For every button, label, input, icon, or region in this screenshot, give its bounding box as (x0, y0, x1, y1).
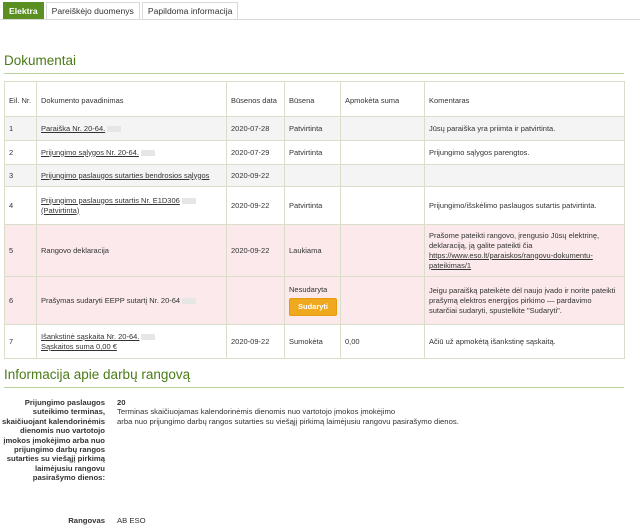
contractor-value: AB ESO (117, 516, 146, 525)
tab-bar (3, 2, 240, 20)
column-header-nr: Eil. Nr. (5, 82, 37, 117)
row-nr: 1 (5, 117, 37, 141)
row-paid (341, 277, 425, 325)
row-status (285, 165, 341, 187)
row-paid (341, 187, 425, 225)
row-date: 2020-09-22 (227, 225, 285, 277)
row-date: 2020-09-22 (227, 325, 285, 359)
row-nr: 3 (5, 165, 37, 187)
table-row (5, 141, 625, 165)
row-paid: 0,00 (341, 325, 425, 359)
row-document-cell (37, 117, 227, 141)
document-link[interactable]: Prijungimo sąlygos Nr. 20-64. (41, 147, 139, 157)
table-row (5, 325, 625, 359)
redacted-mark (182, 298, 196, 304)
row-comment: Jeigu paraišką pateikėte dėl naujo įvado ir norite pateikti prašymą elektros energijos pirkimo — pardavimo sutarčiai sudaryti, spustelkite "Sudaryti". (425, 277, 625, 325)
row-date: 2020-07-28 (227, 117, 285, 141)
column-header-paid-amount: Apmokėta suma (341, 82, 425, 117)
tabs-divider (0, 19, 640, 20)
contractor-label: Rangovas (68, 516, 105, 525)
row-nr: 6 (5, 277, 37, 325)
term-value: 20 (117, 398, 126, 407)
term-label: Prijungimo paslaugos suteikimo terminas, skaičiuojant kalendorinėmis dienomis nuo vartotojo įmokos įmokėjimo arba nuo prijungimo darbų rangos sutarties su viešąjį pirkimą laimėjusiu rangovu pasirašymo dienos: (2, 398, 105, 483)
table-row (5, 225, 625, 277)
column-header-comment: Komentaras (425, 82, 625, 117)
create-contract-button[interactable]: Sudaryti (289, 298, 337, 316)
documents-section-title: Dokumentai (4, 53, 77, 68)
row-comment: Prašome pateikti rangovo, įrengusio Jūsų elektrinę, deklaraciją, ją galite pateikti čia https://www.eso.lt/paraiskos/rangovu-dokumentu-pateikimas/1 (425, 225, 625, 277)
redacted-mark (107, 126, 121, 132)
section-divider (4, 73, 624, 74)
row-document-cell (37, 187, 227, 225)
row-status: Laukiama (285, 225, 341, 277)
table-row (5, 117, 625, 141)
contractor-documents-link[interactable]: https://www.eso.lt/paraiskos/rangovu-dokumentu-pateikimas/1 (429, 250, 593, 270)
table-row (5, 165, 625, 187)
row-paid (341, 117, 425, 141)
term-note-line-2: arba nuo prijungimo darbų rangos sutarties su viešąjį pirkimą laimėjusiu rangovu pasirašymo dienos. (117, 416, 459, 426)
row-paid (341, 141, 425, 165)
row-nr: 4 (5, 187, 37, 225)
row-comment (425, 165, 625, 187)
row-comment: Jūsų paraiška yra priimta ir patvirtinta. (425, 117, 625, 141)
row-document-cell (37, 141, 227, 165)
row-status: Patvirtinta (285, 117, 341, 141)
tab-additional-info[interactable]: Papildoma informacija (142, 2, 239, 20)
row-comment: Prijungimo/išskėlimo paslaugos sutartis patvirtinta. (425, 187, 625, 225)
row-document-cell (37, 165, 227, 187)
row-date: 2020-09-22 (227, 165, 285, 187)
table-row (5, 187, 625, 225)
row-status: Patvirtinta (285, 141, 341, 165)
table-header-row (5, 82, 625, 117)
column-header-status: Būsena (285, 82, 341, 117)
tab-applicant-data[interactable]: Pareiškėjo duomenys (46, 2, 140, 20)
row-status: Nesudaryta (289, 285, 328, 294)
row-nr: 2 (5, 141, 37, 165)
tab-elektra[interactable]: Elektra (3, 2, 44, 20)
row-date: 2020-09-22 (227, 187, 285, 225)
contractor-section-title: Informacija apie darbų rangovą (4, 367, 191, 382)
row-paid (341, 225, 425, 277)
document-link[interactable]: Prijungimo paslaugos sutartis Nr. E1D306 (Patvirtinta) (41, 196, 196, 215)
redacted-mark (182, 198, 196, 204)
column-header-document-name: Dokumento pavadinimas (37, 82, 227, 117)
redacted-mark (141, 334, 155, 340)
document-link[interactable]: Paraiška Nr. 20-64. (41, 123, 106, 133)
row-document-cell: Prašymas sudaryti EEPP sutartį Nr. 20-64 (37, 277, 227, 325)
row-status: Patvirtinta (285, 187, 341, 225)
row-comment: Prijungimo sąlygos parengtos. (425, 141, 625, 165)
row-status-cell (285, 277, 341, 325)
documents-table (4, 81, 625, 359)
term-note-line-1: Terminas skaičiuojamas kalendorinėmis dienomis nuo vartotojo įmokos įmokėjimo (117, 407, 396, 417)
row-date (227, 277, 285, 325)
row-paid (341, 165, 425, 187)
section-divider (4, 387, 624, 388)
row-nr: 7 (5, 325, 37, 359)
table-row (5, 277, 625, 325)
row-document-name: Rangovo deklaracija (37, 225, 227, 277)
row-status: Sumokėta (285, 325, 341, 359)
row-document-cell (37, 325, 227, 359)
document-link[interactable]: Prijungimo paslaugos sutarties bendrosios sąlygos (41, 170, 210, 180)
row-nr: 5 (5, 225, 37, 277)
row-comment: Ačiū už apmokėtą išankstinę sąskaitą. (425, 325, 625, 359)
document-link[interactable]: Išankstinė sąskaita Nr. 20-64. Sąskaitos suma 0,00 € (41, 332, 155, 351)
term-row (0, 398, 459, 483)
term-value-block (105, 398, 459, 483)
redacted-mark (141, 150, 155, 156)
contractor-row (0, 516, 146, 525)
row-date: 2020-07-29 (227, 141, 285, 165)
column-header-status-date: Būsenos data (227, 82, 285, 117)
